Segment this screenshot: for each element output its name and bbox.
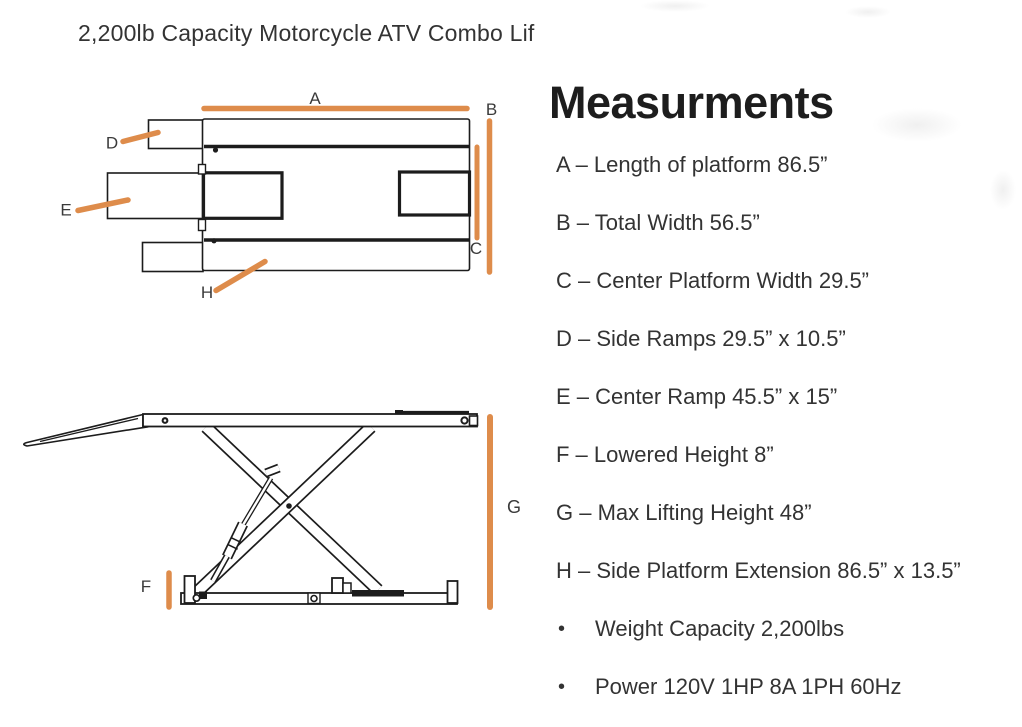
lift-side-view-diagram [0, 385, 545, 625]
platform-deck [143, 414, 477, 427]
label-e: E [60, 200, 72, 220]
center-pivot-dot [286, 503, 292, 509]
bullet-marker: • [558, 618, 566, 640]
label-f: F [140, 577, 152, 596]
base-bolt [193, 595, 199, 601]
label-h: H [200, 283, 214, 302]
label-b: B [485, 100, 498, 119]
measurement-item-e: E – Center Ramp 45.5” x 15” [556, 384, 838, 409]
label-c: C [469, 239, 483, 258]
measurement-item-g: G – Max Lifting Height 48” [556, 500, 812, 525]
measurements-panel [549, 77, 1019, 727]
deck-bolt [461, 417, 467, 423]
bullet-item-power [549, 675, 1019, 699]
scissor-lift-drawing [24, 410, 478, 604]
center-ramp-e-shape [108, 173, 204, 219]
side-extension-h-shape [143, 243, 204, 272]
measurement-item-c: C – Center Platform Width 29.5” [556, 268, 870, 293]
hinge-tab [199, 165, 206, 175]
label-a: A [309, 89, 321, 108]
measurements-heading: Measurments [549, 77, 834, 128]
measurement-item-a: A – Length of platform 86.5” [556, 152, 828, 177]
platform-top-view-diagram [0, 60, 540, 385]
base-mount-bracket [332, 578, 343, 593]
main-platform-outline [203, 119, 470, 271]
measurement-item-h: H – Side Platform Extension 86.5” x 13.5” [556, 558, 961, 583]
ramp-hinge-bolt-center [164, 419, 167, 422]
measurement-item-f: F – Lowered Height 8” [556, 442, 774, 467]
platform-drawing [105, 119, 470, 272]
deck-end-cap [470, 416, 478, 426]
measurement-item-d: D – Side Ramps 29.5” x 10.5” [556, 326, 846, 351]
bolt-dot [213, 147, 218, 152]
bullet-text: Power 120V 1HP 8A 1PH 60Hz [595, 674, 902, 699]
hinge-tab [199, 220, 206, 231]
base-right-stop [448, 581, 458, 603]
bullet-text: Weight Capacity 2,200lbs [595, 616, 845, 641]
bolt-dot [211, 238, 216, 243]
page-title: 2,200lb Capacity Motorcycle ATV Combo Lif [78, 20, 535, 46]
measurement-item-b: B – Total Width 56.5” [556, 210, 760, 235]
bullet-marker: • [558, 676, 566, 698]
measurements-list [549, 153, 1019, 699]
scan-artifact [640, 0, 710, 12]
deck-strip-tab [395, 410, 403, 415]
label-g: G [506, 497, 522, 517]
base-bolt [311, 596, 317, 602]
side-view-dimensions [141, 417, 521, 607]
roller-foot-pad [352, 590, 404, 597]
base-mount-step [343, 583, 351, 593]
scan-artifact [845, 6, 891, 18]
label-d: D [105, 133, 119, 153]
bullet-item-weight-capacity [549, 617, 1019, 641]
